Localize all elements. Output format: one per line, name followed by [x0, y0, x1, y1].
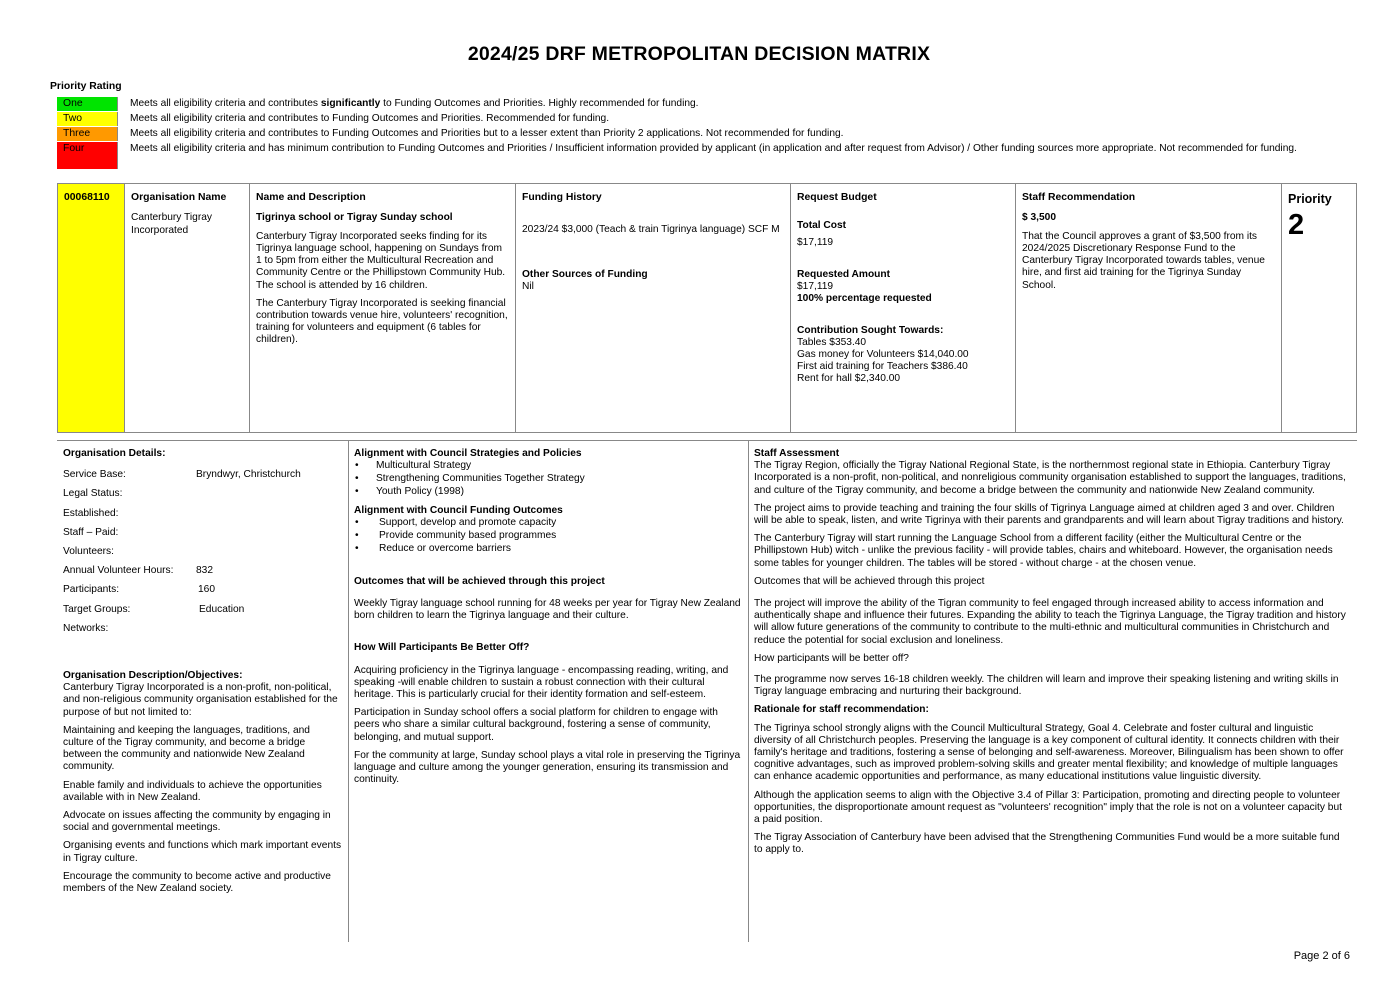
total-cost-label: Total Cost	[797, 220, 847, 232]
strategies-heading: Alignment with Council Strategies and Policies	[354, 448, 582, 459]
organisation-name: Canterbury Tigray Incorporated	[131, 212, 212, 236]
assessment-para: The project aims to provide teaching and training the four skills of Tigrinya Language aimed at children aged 3 and over. Children will be able to speak, listen, and write Tigrinya with their parents and grandparents and will learn about Tigray traditions and history.	[754, 502, 1344, 527]
list-item: • Strengthening Communities Together Strategy	[354, 473, 742, 486]
contribution-item: Rent for hall $2,340.00	[797, 373, 901, 385]
priority-rating-row-three	[57, 127, 844, 141]
outcomes-list	[354, 517, 742, 556]
organisation-description-para: Enable family and individuals to achieve the opportunities available with in New Zealand.	[63, 779, 322, 803]
rationale-para: Although the application seems to align with the Objective 3.4 of Pillar 3: Participation, promoting and directing people to volunteer opportunities, the disproportionate amount request as "volunteers' recognition" imply that the role is not on a volunteer capacity but a paid position.	[754, 789, 1342, 826]
project-name: Tigrinya school or Tigray Sunday school	[256, 212, 453, 224]
organisation-description-para: Maintaining and keeping the languages, traditions, and culture of the Tigray community, and become a bridge between the community and nationwide New Zealand community.	[63, 724, 310, 773]
detail-row: Legal Status:	[63, 488, 123, 500]
better-off-para: Acquiring proficiency in the Tigrinya language - encompassing reading, writing, and speaking -will enable children to sustain a robust connection with their cultural heritage. This is particularly crucial for their identity formation and self-esteem.	[354, 664, 729, 701]
detail-row: Volunteers:	[63, 545, 114, 557]
priority-rating-heading: Priority Rating	[50, 81, 122, 92]
detail-row: Service Base: Bryndwyr, Christchurch	[63, 469, 301, 481]
rationale-para: The Tigrinya school strongly aligns with the Council Multicultural Strategy, Goal 4. Celebrate and foster cultural and linguistic diversity of all Christchurch peoples. Preserving the language is a key component of cultural identity. It connects children with their family's heritage and traditions, fostering a sense of belonging and self-awareness. Moreover, Bilingualism has been shown to offer cognitive advantages, such as improved problem-solving skills and greater mental flexibility; and knowledge of multiple languages can enhance academic opportunities and performance, as many educational institutions value linguistic diversity.	[754, 722, 1344, 783]
request-budget-cell	[791, 184, 1016, 432]
assessment-para: Outcomes that will be achieved through this project	[754, 575, 985, 587]
funding-history-cell	[516, 184, 791, 432]
requested-amount: $17,119	[797, 281, 834, 293]
priority-three-swatch: Three	[57, 127, 118, 141]
priority-one-description: Meets all eligibility criteria and contributes significantly to Funding Outcomes and Priorities. Highly recommended for funding.	[130, 98, 699, 109]
list-item: • Provide community based programmes	[354, 530, 742, 543]
contribution-item: Tables $353.40	[797, 336, 867, 348]
contribution-item: First aid training for Teachers $386.40	[797, 361, 968, 373]
staff-recommendation-header: Staff Recommendation	[1022, 192, 1136, 203]
organisation-description-heading: Organisation Description/Objectives:	[63, 669, 243, 681]
assessment-para: The programme now serves 16-18 children weekly. The children will learn and improve their speaking listening and writing skills in Tigray language embracing and nurturing their background.	[754, 674, 1339, 698]
assessment-para: The project will improve the ability of the Tigran community to feel engaged through increased ability to access information and authentically shape and influence their futures. Expanding the ability to teach the Tigrinya Language, the Tigray tradition and history will allow future generations of the community to contribute to the multi-ethnic and multicultural communities in Christchurch and reduce the potential for social exclusion and loneliness.	[754, 598, 1346, 646]
page-number: Page 2 of 6	[1293, 950, 1350, 962]
funding-history: 2023/24 $3,000 (Teach & train Tigrinya language) SCF M	[522, 224, 780, 236]
priority-value: 2	[1288, 209, 1305, 241]
rationale-para: The Tigray Association of Canterbury have been advised that the Strengthening Communities Fund would be a more suitable fund to apply to.	[754, 832, 1340, 856]
assessment-para: How participants will be better off?	[754, 652, 909, 664]
organisation-name-cell	[125, 184, 250, 432]
achieved-heading: Outcomes that will be achieved through this project	[354, 575, 605, 587]
priority-rating-row-four	[57, 142, 1297, 169]
detail-row: Target Groups: Education	[63, 603, 245, 615]
list-item: • Support, develop and promote capacity	[354, 517, 742, 530]
list-item: • Multicultural Strategy	[354, 460, 742, 473]
rationale-heading: Rationale for staff recommendation:	[754, 704, 929, 716]
application-table	[57, 183, 1357, 433]
staff-assessment-section	[754, 448, 1350, 863]
organisation-description-para: Organising events and functions which mark important events in Tigray culture.	[63, 840, 342, 864]
organisation-details	[63, 448, 343, 901]
request-budget-header: Request Budget	[797, 192, 877, 203]
priority-two-swatch: Two	[57, 112, 118, 126]
better-off-para: For the community at large, Sunday school plays a vital role in preserving the Tigrinya language and culture among the younger generation, ensuring its transmission and continuity.	[354, 749, 741, 786]
organisation-name-header: Organisation Name	[131, 192, 227, 203]
strategies-list	[354, 460, 742, 499]
column-divider	[348, 440, 349, 942]
staff-recommendation-cell	[1016, 184, 1282, 432]
assessment-para: The Canterbury Tigray will start running the Language School from a different facility (either the Multicultural Centre or the Phillipstown Hub) witch - unlike the previous facility - will provide tables, chairs and whiteboard. However, the organisation needs some tables for younger children. The tables will be stored - without charge - at the chosen venue.	[754, 533, 1333, 569]
staff-assessment-heading: Staff Assessment	[754, 448, 840, 459]
organisation-details-heading: Organisation Details:	[63, 448, 166, 459]
better-off-heading: How Will Participants Be Better Off?	[354, 642, 530, 654]
percentage-requested: 100% percentage requested	[797, 293, 932, 305]
priority-header: Priority	[1288, 192, 1332, 206]
section-divider	[57, 440, 1357, 441]
priority-three-description: Meets all eligibility criteria and contributes to Funding Outcomes and Priorities but to a lesser extent than Priority 2 applications. Not recommended for funding.	[130, 128, 844, 139]
achieved-text: Weekly Tigray language school running for 48 weeks per year for Tigray New Zealand born children to learn the Tigrinya language and their culture.	[354, 598, 741, 622]
priority-rating-row-one	[57, 97, 699, 111]
priority-four-swatch: Four	[57, 142, 118, 169]
funding-history-header: Funding History	[522, 192, 602, 203]
staff-recommendation-text: That the Council approves a grant of $3,500 from its 2024/2025 Discretionary Response Fund to the Canterbury Tigray Incorporated towards tables, venue hire, and first aid training for the Tigrinya Sunday School.	[1022, 230, 1265, 291]
detail-row: Annual Volunteer Hours: 832	[63, 565, 213, 577]
priority-rating-row-two	[57, 112, 610, 126]
project-description-1: Canterbury Tigray Incorporated seeks finding for its Tigrinya language school, happening on Sundays from 1 to 5pm from either the Multicultural Recreation and Community Centre or the Phillipstown Community Hub. The school is attended by 16 children.	[256, 230, 506, 291]
priority-two-description: Meets all eligibility criteria and contributes to Funding Outcomes and Priorities. Recommended for funding.	[130, 113, 610, 124]
requested-amount-label: Requested Amount	[797, 268, 891, 280]
contribution-item: Gas money for Volunteers $14,040.00	[797, 348, 969, 360]
project-description-2: The Canterbury Tigray Incorporated is seeking financial contribution towards venue hire, volunteers' recognition, training for volunteers and equipment (6 tables for children).	[256, 297, 508, 346]
other-sources-header: Other Sources of Funding	[522, 268, 648, 280]
application-id-cell	[58, 184, 125, 432]
assessment-para: The Tigray Region, officially the Tigray National Regional State, is the northernmost regional state in Ethiopia. Canterbury Tigray Incorporated is a non-profit, non-political, and nonreligious community organisation established to support the languages, traditions, and culture of the Tigray community, and become a bridge between the community and nationwide New Zealand community.	[754, 460, 1346, 496]
name-description-header: Name and Description	[256, 192, 366, 203]
list-item: • Youth Policy (1998)	[354, 486, 742, 499]
page-title: 2024/25 DRF METROPOLITAN DECISION MATRIX	[467, 43, 931, 65]
outcomes-heading: Alignment with Council Funding Outcomes	[354, 504, 563, 516]
detail-row: Established:	[63, 507, 119, 519]
detail-row: Staff – Paid:	[63, 526, 119, 538]
priority-cell	[1282, 184, 1356, 432]
name-description-cell	[250, 184, 516, 432]
organisation-description-para: Encourage the community to become active and productive members of the New Zealand society.	[63, 870, 331, 894]
application-id: 00068110	[64, 192, 110, 203]
other-sources: Nil	[522, 280, 534, 292]
staff-recommendation-amount: $ 3,500	[1022, 212, 1056, 224]
detail-row: Networks:	[63, 622, 109, 634]
detail-row: Participants: 160	[63, 584, 215, 596]
priority-four-description: Meets all eligibility criteria and has minimum contribution to Funding Outcomes and Priorities / Insufficient information provided by applicant (in application and after request from Advisor) / Other funding sources more appropriate. Not recommended for funding.	[130, 143, 1297, 154]
list-item: • Reduce or overcome barriers	[354, 543, 742, 556]
alignment-section	[354, 448, 742, 792]
better-off-para: Participation in Sunday school offers a social platform for children to engage with peers who share a similar cultural background, fostering a sense of community, belonging, and mutual support.	[354, 707, 718, 743]
contribution-label: Contribution Sought Towards:	[797, 324, 944, 336]
organisation-description-para: Advocate on issues affecting the community by engaging in social and governmental meetings.	[63, 809, 331, 834]
total-cost: $17,119	[797, 236, 834, 248]
priority-one-swatch: One	[57, 97, 118, 111]
column-divider	[748, 440, 749, 942]
organisation-description-para: Canterbury Tigray Incorporated is a non-profit, non-political, and non-religious community organisation established for the purpose of but not limited to:	[63, 682, 338, 718]
